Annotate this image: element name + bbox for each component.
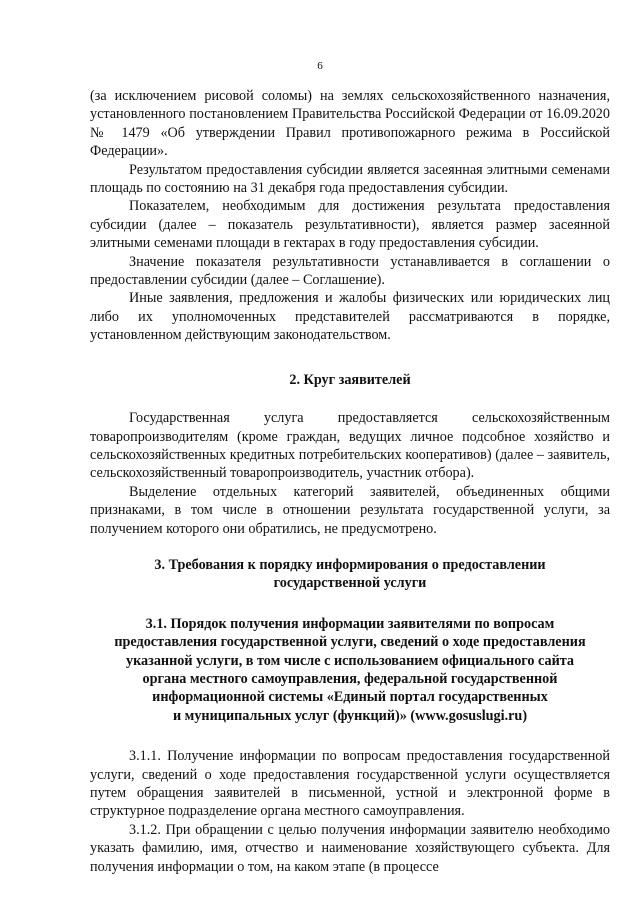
heading-line: государственной услуги [273, 575, 427, 592]
heading-line: 3. Требования к порядку информирования о предоставлении [154, 556, 546, 573]
paragraph: 3.1.2. При обращении с целью получения информации заявителю необходимо указать фамилию, имя, отчество и наименование хозяйствующего субъекта. Для получения информации о том, на каком этапе (в процессе [90, 821, 610, 875]
subsection-heading [90, 615, 610, 725]
paragraph: Показателем, необходимым для достижения результата предоставления субсидии (далее – показатель результативности), является размер засеянной элитными семенами площади в гектарах в году предоставления субсидии. [90, 198, 610, 252]
paragraph: (за исключением рисовой соломы) на землях сельскохозяйственного назначения, установленного постановлением Правительства Российской Федерации от 16.09.2020 № 1479 «Об утверждении Правил противопожарного режима в Российской Федерации». [90, 88, 610, 160]
heading-line: органа местного самоуправления, федеральной государственной [142, 670, 558, 687]
paragraph: Выделение отдельных категорий заявителей, объединенных общими признаками, в том числе в отношении результата государственной услуги, за получением которого они обратились, не предусмотрено. [90, 483, 610, 537]
paragraph: Государственная услуга предоставляется сельскохозяйственным товаропроизводителям (кроме граждан, ведущих личное подсобное хозяйство и сельскохозяйственных кредитных потребительских кооперативов) (далее – заявитель, сельскохозяйственный товаропроизводитель, участник отбора). [90, 410, 610, 482]
paragraph: Значение показателя результативности устанавливается в соглашении о предоставлении субсидии (далее – Соглашение). [90, 253, 610, 289]
section-heading [90, 556, 610, 593]
paragraph: Результатом предоставления субсидии является засеянная элитными семенами площадь по состоянию на 31 декабря года предоставления субсидии. [90, 161, 610, 197]
section-heading: 2. Круг заявителей [289, 371, 411, 388]
document-body [90, 87, 610, 876]
heading-line: информационной системы «Единый портал государственных [152, 689, 548, 706]
heading-line: предоставления государственной услуги, сведений о ходе предоставления [114, 634, 586, 651]
paragraph: 3.1.1. Получение информации по вопросам предоставления государственной услуги, сведений о ходе предоставления государственной услуги осуществляется путем обращения заявителей в письменной, устной и электронной форме в структурное подразделение органа местного самоуправления. [90, 748, 610, 820]
heading-line: 3.1. Порядок получения информации заявителями по вопросам [145, 615, 555, 632]
page-number: 6 [317, 60, 323, 72]
heading-line: указанной услуги, в том числе с использованием официального сайта [125, 652, 575, 669]
paragraph: Иные заявления, предложения и жалобы физических или юридических лиц либо их уполномоченных представителей рассматриваются в порядке, установленном действующим законодательством. [90, 290, 610, 344]
heading-line: и муниципальных услуг (функций)» (www.gosuslugi.ru) [172, 707, 528, 724]
